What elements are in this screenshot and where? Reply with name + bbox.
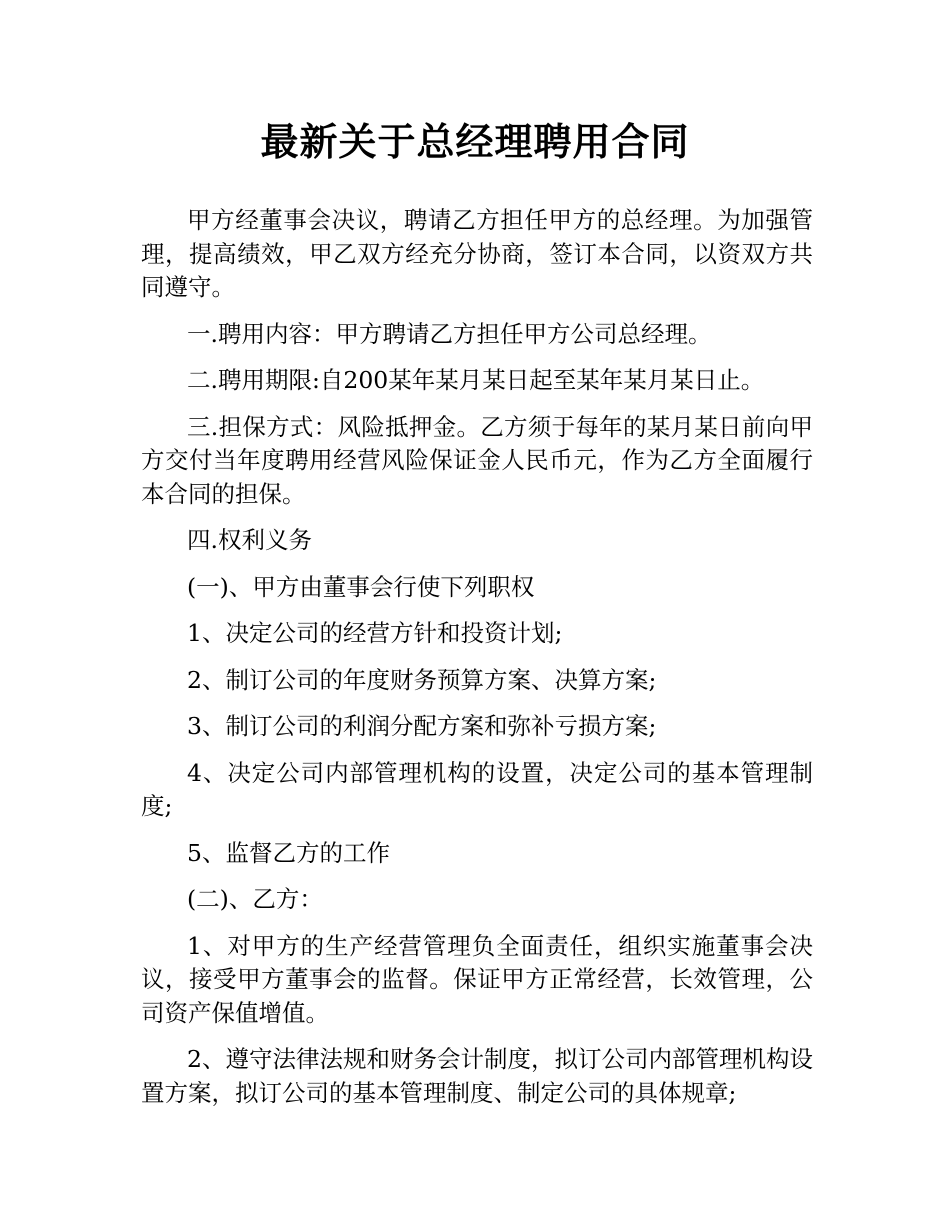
paragraph-intro: 甲方经董事会决议，聘请乙方担任甲方的总经理。为加强管理，提高绩效，甲乙双方经充分协商，签订本合同，以资双方共同遵守。: [141, 206, 813, 301]
list-item: 2、遵守法律法规和财务会计制度，拟订公司内部管理机构设置方案，拟订公司的基本管理制度、制定公司的具体规章;: [141, 1045, 813, 1107]
subsection-heading-party-a: (一)、甲方由董事会行使下列职权: [187, 572, 535, 601]
list-item: 3、制订公司的利润分配方案和弥补亏损方案;: [187, 712, 657, 740]
list-item: 5、监督乙方的工作: [187, 838, 390, 867]
list-item: 2、制订公司的年度财务预算方案、决算方案;: [187, 665, 657, 694]
list-item: 1、决定公司的经营方针和投资计划;: [187, 619, 563, 647]
list-item: 4、决定公司内部管理机构的设置，决定公司的基本管理制度;: [141, 758, 813, 820]
section-heading-rights-duties: 四.权利义务: [187, 526, 312, 554]
paragraph-employment-content: 一.聘用内容：甲方聘请乙方担任甲方公司总经理。: [187, 319, 712, 348]
paragraph-employment-term: 二.聘用期限:自200某年某月某日起至某年某月某日止。: [187, 366, 765, 394]
list-item: 1、对甲方的生产经营管理负全面责任，组织实施董事会决议，接受甲方董事会的监督。保证甲方正常经营，长效管理，公司资产保值增值。: [141, 931, 813, 1027]
paragraph-guarantee: 三.担保方式：风险抵押金。乙方须于每年的某月某日前向甲方交付当年度聘用经营风险保证金人民币元，作为乙方全面履行本合同的担保。: [141, 412, 813, 508]
document-title: 最新关于总经理聘用合同: [260, 120, 690, 164]
document-body: [141, 204, 813, 1123]
subsection-heading-party-b: (二)、乙方：: [187, 885, 323, 913]
